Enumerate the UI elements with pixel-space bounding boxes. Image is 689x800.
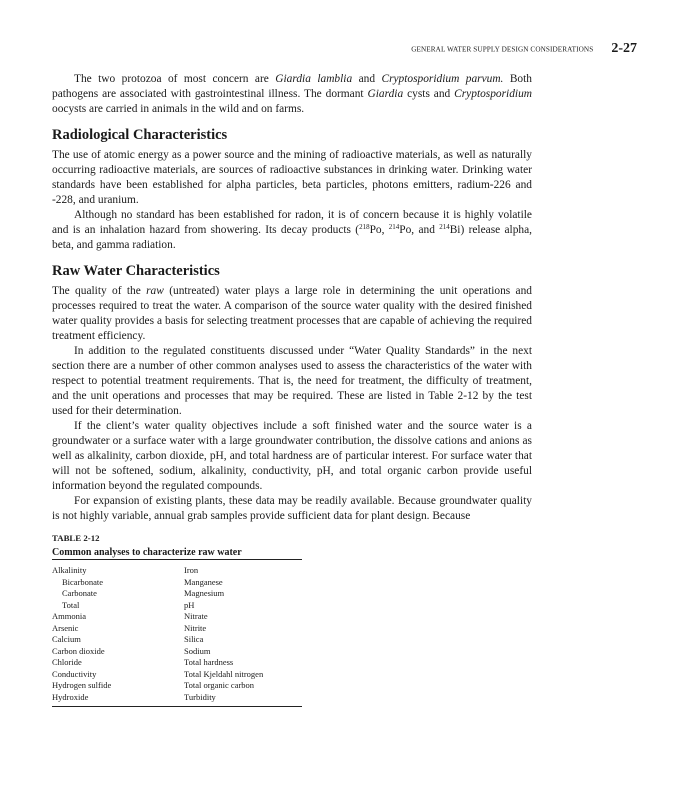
table-cell-left: Hydroxide — [52, 691, 89, 702]
table-2-12 — [52, 533, 302, 707]
table-cell-right: Magnesium — [184, 588, 225, 598]
table-cell-right: Nitrite — [184, 622, 207, 633]
raw-water-paragraph-1: The quality of the raw (untreated) water plays a large role in determining the unit operations and processes required to treat the water. A comparison of the source water quality with the desired finished water quality provides a basis for selecting treatment processes that are capable of achieving the required treatment efficiency. — [52, 285, 533, 342]
table-body — [52, 565, 302, 703]
body-text — [52, 72, 532, 524]
table-cell-left: Alkalinity — [52, 565, 87, 575]
page-number: 2-27 — [611, 41, 637, 57]
running-head: GENERAL WATER SUPPLY DESIGN CONSIDERATIONS — [411, 45, 594, 54]
radiological-paragraph-1: The use of atomic energy as a power source and the mining of radioactive materials, as well as naturally occurring radioactive materials, are sources of radioactive substances in drinking water. Drinking water standards have been established for alpha particles, beta particles, photons emitters, radium-226 and -228, and uranium. — [52, 149, 532, 206]
table-cell-right: Iron — [184, 565, 199, 575]
table-cell-right: Total Kjeldahl nitrogen — [184, 668, 264, 679]
table-cell-right: Manganese — [184, 576, 223, 587]
table-cell-left: Carbonate — [62, 588, 97, 598]
raw-water-paragraph-2: In addition to the regulated constituents discussed under “Water Quality Standards” in the next section there are a number of other common analyses used to assess the characteristics of the water with respect to potential treatment requirements. That is, the need for treatment, the difficulty of treatment, and the unit operations and processes that may be required. These are listed in Table 2-12 by the test used for their determination. — [52, 345, 532, 417]
table-cell-left: Chloride — [52, 657, 82, 667]
table-cell-left: Calcium — [52, 634, 81, 644]
table-cell-left: Total — [62, 599, 80, 610]
table-bottom-rule — [52, 706, 302, 707]
radiological-paragraph-2: Although no standard has been established for radon, it is of concern because it is highly volatile and is an inhalation hazard from showering. Its decay products ($^{218}$Po, $^{214}$Po, and $^{214}$Bi) release alpha, beta, and gamma radiation. — [52, 209, 532, 251]
raw-water-paragraph-3: If the client’s water quality objectives include a soft finished water and the source water is a groundwater or a surface water with a large groundwater contribution, the dissolve cations and anions as well as alkalinity, carbon dioxide, pH, and total hardness are of particular interest. For surface water that will not be softened, sodium, alkalinity, conductivity, pH, and total organic carbon provide useful information beyond the regulated compounds. — [52, 420, 532, 492]
table-cell-right: Total organic carbon — [184, 680, 255, 690]
table-top-rule — [52, 559, 302, 560]
table-cell-left: Carbon dioxide — [52, 645, 105, 656]
table-cell-left: Bicarbonate — [62, 576, 104, 587]
raw-water-paragraph-4: For expansion of existing plants, these data may be readily available. Because groundwater quality is not highly variable, annual grab samples provide sufficient data for plant design. Because — [52, 495, 532, 522]
raw-water-heading: Raw Water Characteristics — [52, 263, 220, 279]
intro-paragraph: The two protozoa of most concern are Giardia lamblia and Cryptosporidium parvum. Both pathogens are associated with gastrointestinal illness. The dormant Giardia cysts and Cryptosporidium oocysts are carried in animals in the wild and on farms. — [52, 73, 532, 115]
table-cell-right: pH — [184, 599, 195, 610]
table-label: TABLE 2-12 — [52, 533, 100, 543]
table-cell-left: Conductivity — [52, 668, 97, 679]
table-cell-left: Hydrogen sulfide — [52, 680, 112, 690]
table-cell-right: Turbidity — [184, 691, 216, 702]
table-cell-left: Arsenic — [52, 622, 79, 633]
table-caption: Common analyses to characterize raw water — [52, 547, 242, 558]
page-header — [0, 40, 637, 58]
table-cell-right: Silica — [184, 634, 204, 644]
table-cell-right: Nitrate — [184, 611, 208, 621]
table-cell-right: Sodium — [184, 645, 211, 656]
table-cell-right: Total hardness — [184, 657, 234, 667]
radiological-heading: Radiological Characteristics — [52, 127, 228, 143]
table-cell-left: Ammonia — [52, 611, 86, 621]
